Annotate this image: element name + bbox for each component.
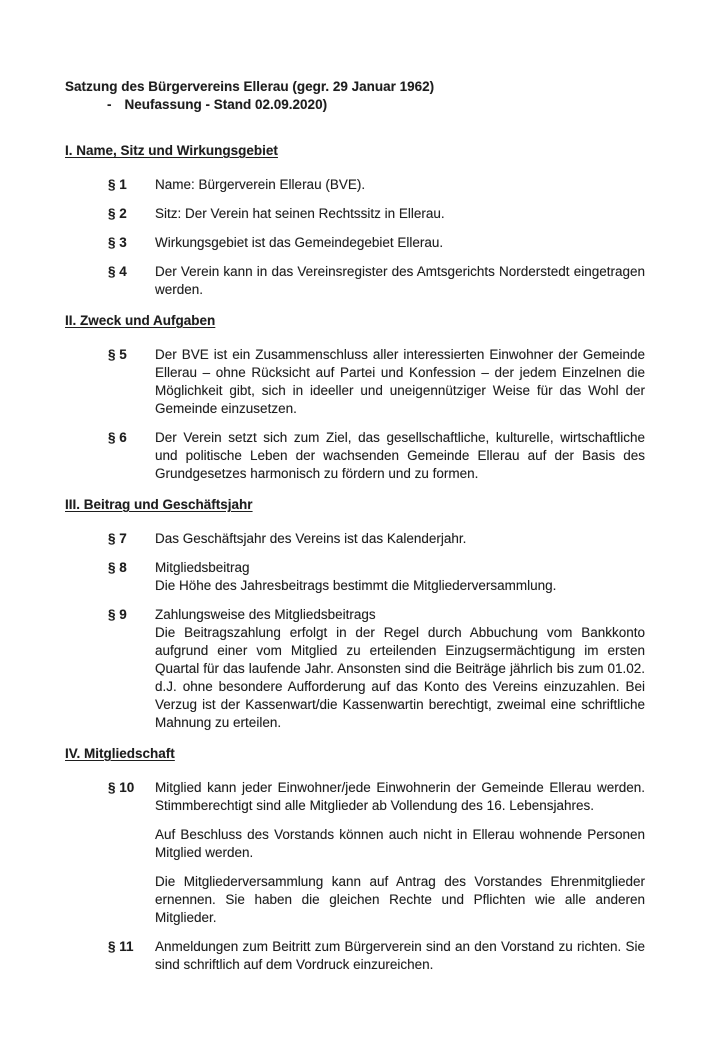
paragraph-body: Auf Beschluss des Vorstands können auch nicht in Ellerau wohnende Personen Mitglied werden.: [155, 827, 645, 860]
paragraph-body: Die Mitgliederversammlung kann auf Antrag des Vorstandes Ehrenmitglieder ernennen. Sie haben die gleichen Rechte und Pflichten wie alle anderen Mitglieder.: [155, 874, 645, 925]
paragraph-text: [155, 429, 645, 483]
paragraph-body: Wirkungsgebiet ist das Gemeindegebiet Ellerau.: [155, 235, 444, 250]
title-dash: -: [107, 97, 112, 112]
paragraph-number: § 6: [108, 430, 127, 445]
paragraph-number: § 10: [108, 780, 135, 795]
paragraph-number: § 7: [108, 531, 127, 546]
paragraph-text: [155, 176, 645, 194]
paragraph-text: [155, 205, 645, 223]
title-line-2-text: Neufassung - Stand 02.09.2020): [124, 97, 328, 112]
paragraph-number: § 2: [108, 206, 127, 221]
statute-item-4: [65, 263, 645, 299]
paragraph-number: § 11: [108, 939, 134, 954]
statute-item-5: [65, 346, 645, 418]
paragraph-body: Der BVE ist ein Zusammenschluss aller interessierten Einwohner der Gemeinde Ellerau – ohne Rücksicht auf Partei und Konfession – der jedem Einzelnen die Möglichkeit gibt, sich in ideeller und uneigennütziger Weise für das Wohl der Gemeinde einzusetzen.: [155, 347, 645, 416]
paragraph-number: § 9: [108, 607, 127, 622]
statute-item-9: [65, 606, 645, 732]
statute-item-1: [65, 176, 645, 194]
section-heading-2: II. Zweck und Aufgaben: [65, 313, 216, 328]
section-heading-3: III. Beitrag und Geschäftsjahr: [65, 497, 253, 512]
paragraph-text: [155, 234, 645, 252]
paragraph-body: Der Verein kann in das Vereinsregister des Amtsgerichts Norderstedt eingetragen werden.: [155, 264, 645, 297]
section-heading-4: IV. Mitgliedschaft: [65, 746, 175, 761]
paragraph-body: Der Verein setzt sich zum Ziel, das gesellschaftliche, kulturelle, wirtschaftliche und politische Leben der wachsenden Gemeinde Ellerau auf der Basis des Grundgesetzes harmonisch zu fördern und zu formen.: [155, 430, 645, 481]
document-title: [65, 78, 645, 114]
statute-item-11: [65, 938, 645, 974]
statute-item-6: [65, 429, 645, 483]
paragraph-number: § 4: [108, 264, 127, 279]
paragraph-text: [155, 559, 645, 595]
paragraph-body: Name: Bürgerverein Ellerau (BVE).: [155, 177, 366, 192]
paragraph-text: [155, 263, 645, 299]
paragraph-number: § 5: [108, 347, 127, 362]
paragraph-body: Das Geschäftsjahr des Vereins ist das Kalenderjahr.: [155, 531, 467, 546]
paragraph-text: [155, 530, 645, 548]
section-heading-1: I. Name, Sitz und Wirkungsgebiet: [65, 143, 278, 158]
statute-item-7: [65, 530, 645, 548]
paragraph-number: § 3: [108, 235, 127, 250]
paragraph-body: Die Höhe des Jahresbeitrags bestimmt die Mitgliederversammlung.: [155, 578, 557, 593]
paragraph-text: [155, 938, 645, 974]
paragraph-number: § 1: [108, 177, 127, 192]
paragraph-body: Sitz: Der Verein hat seinen Rechtssitz in Ellerau.: [155, 206, 445, 221]
statute-item-10: [65, 779, 645, 927]
paragraph-heading: Zahlungsweise des Mitgliedsbeitrags: [155, 607, 376, 622]
statute-item-8: [65, 559, 645, 595]
paragraph-number: § 8: [108, 560, 127, 575]
paragraph-body: Die Beitragszahlung erfolgt in der Regel durch Abbuchung vom Bankkonto aufgrund einer vom Mitglied zu erteilenden Einzugsermächtigung im ersten Quartal für das laufende Jahr. Ansonsten sind die Beiträge jährlich bis zum 01.02. d.J. ohne besondere Aufforderung auf das Konto des Vereins einzuzahlen. Bei Verzug ist der Kassenwart/die Kassenwartin berechtigt, zweimal eine schriftliche Mahnung zu erteilen.: [155, 625, 645, 730]
paragraph-text: [155, 779, 645, 927]
title-line-1: Satzung des Bürgervereins Ellerau (gegr. 29 Januar 1962): [65, 79, 435, 94]
statute-item-3: [65, 234, 645, 252]
paragraph-body: Mitglied kann jeder Einwohner/jede Einwohnerin der Gemeinde Ellerau werden. Stimmberechtigt sind alle Mitglieder ab Vollendung des 16. Lebensjahres.: [155, 780, 645, 813]
paragraph-text: [155, 346, 645, 418]
paragraph-text: [155, 606, 645, 732]
title-line-2: [107, 96, 645, 114]
paragraph-heading: Mitgliedsbeitrag: [155, 560, 250, 575]
paragraph-body: Anmeldungen zum Beitritt zum Bürgerverein sind an den Vorstand zu richten. Sie sind schriftlich auf dem Vordruck einzureichen.: [155, 939, 645, 972]
statute-item-2: [65, 205, 645, 223]
